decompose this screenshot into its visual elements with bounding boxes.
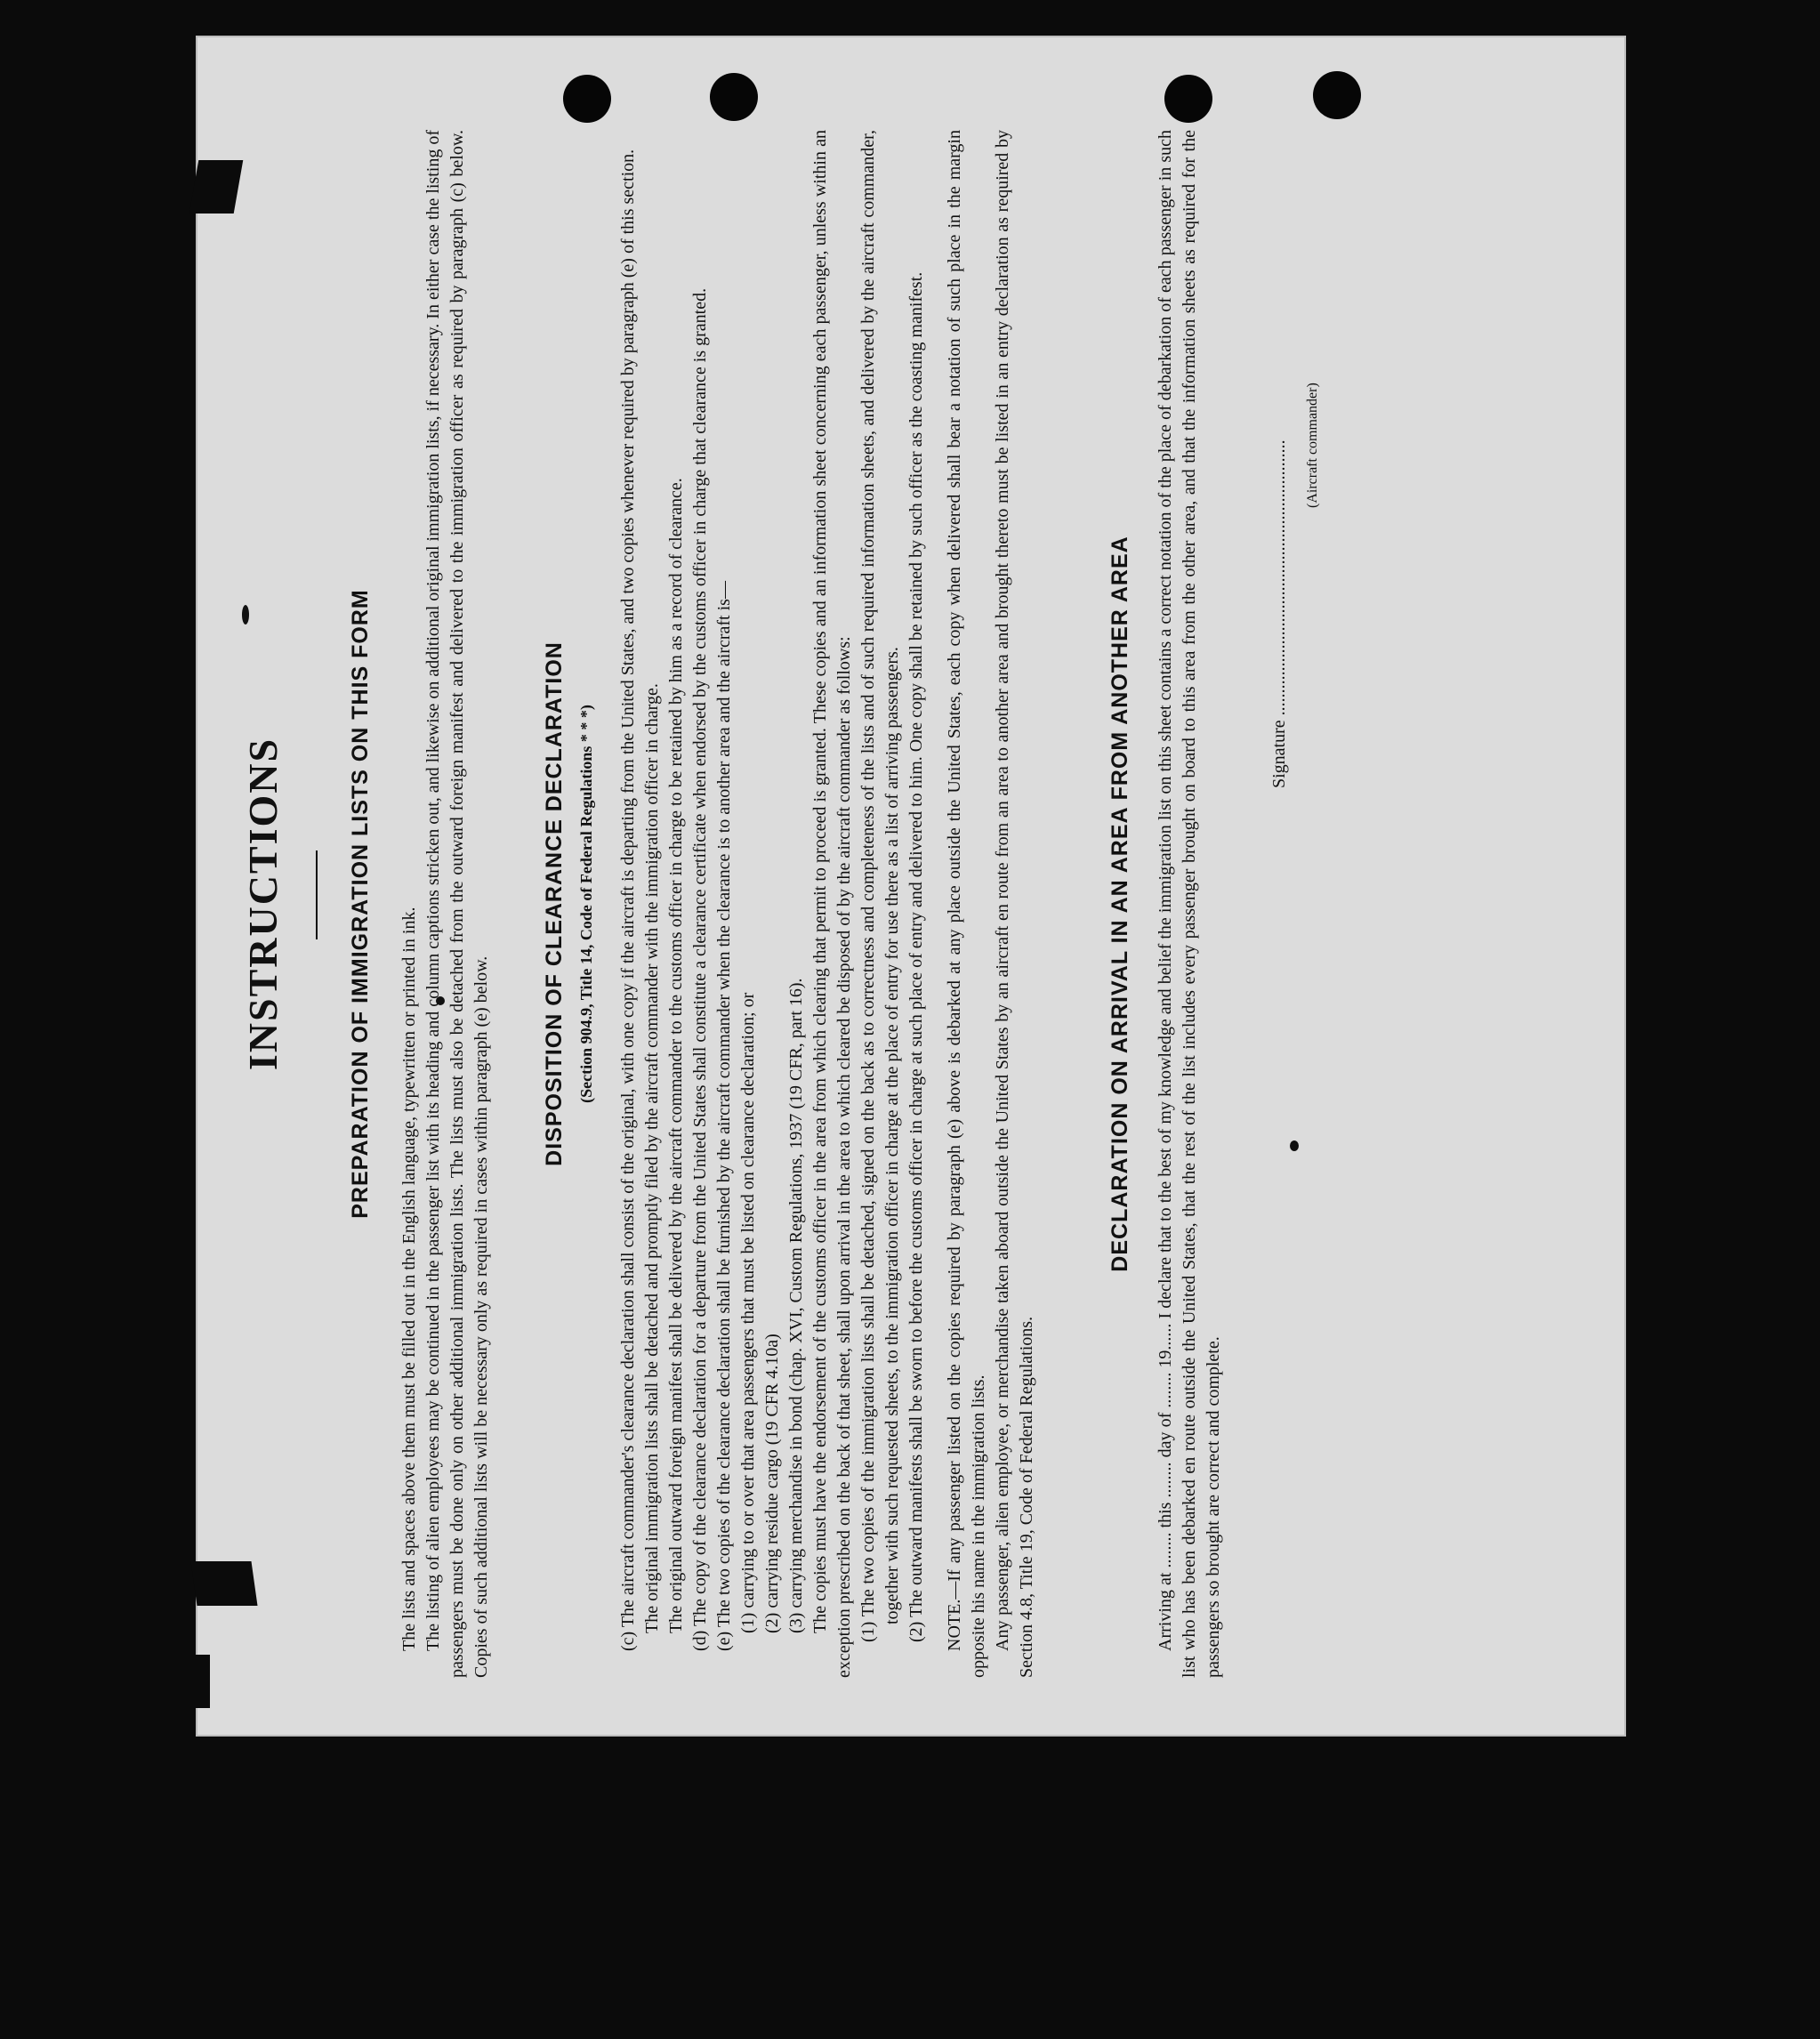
edge-tear [194, 1655, 210, 1708]
punch-hole [1164, 75, 1212, 123]
rotated-content [218, 130, 1401, 1678]
paragraph-e-3: (3) carrying merchandise in bond (chap. XVI, Custom Regulations, 1937 (19 CFR, part 16). [786, 978, 806, 1633]
page-title: INSTRUCTIONS [240, 737, 286, 1071]
preparation-text [398, 130, 494, 1678]
arrival-text [1154, 130, 1226, 1678]
clearance-subheading: (Section 904.9, Title 14, Code of Federal Regulations * * *) [577, 705, 595, 1103]
clearance-heading: DISPOSITION OF CLEARANCE DECLARATION [542, 641, 567, 1166]
note-paragraph: NOTE.—If any passenger listed on the copies required by paragraph (e) above is debarked at any place outside the United States, each copy when delivered shall bear a notation of such place in the margin opposite his name in the immigration lists. [945, 130, 988, 1678]
paragraph-f-1: (1) The two copies of the immigration lists shall be detached, signed on the back as to correctness and completeness of the lists and of such required information sheets, and delivered by the aircraft commander, together with such requested sheets, to the immigration officer in charge at the place of entry for use there as a list of arriving passengers. [858, 130, 902, 1642]
note-paragraph-2: Any passenger, alien employee, or merchandise taken aboard outside the United States by an aircraft en route from an area to another area and brought thereto must be listed in an entry declaration as required by Section 4.8, Title 19, Code of Federal Regulations. [993, 130, 1036, 1678]
paragraph-e-4: The copies must have the endorsement of the customs officer in the area from which clearing that permit to proceed is granted. These copies and an information sheet concerning each passenger, unless within an exception prescribed on the back of that sheet, shall upon arrival in the area to which cleared be disposed of by the aircraft commander as follows: [810, 130, 854, 1678]
preparation-heading: PREPARATION OF IMMIGRATION LISTS ON THIS FORM [348, 589, 373, 1219]
paragraph-f-2: (2) The outward manifests shall be sworn to before the customs officer in charge at such place of entry and delivered to him. One copy shall be retained by such officer as the coasting manifest. [906, 271, 926, 1642]
signature-line: Signature .............................................................. [1269, 439, 1289, 788]
arrival-heading: DECLARATION ON ARRIVAL IN AN AREA FROM ANOTHER AREA [1107, 536, 1132, 1272]
punch-hole [1313, 71, 1361, 119]
punch-hole [563, 75, 611, 123]
punch-hole [710, 73, 758, 121]
paragraph-c: (c) The aircraft commander's clearance declaration shall consist of the original, with one copy if the aircraft is departing from the United States, and two copies whenever required by paragraph (e) of this section. [618, 149, 638, 1651]
preparation-paragraph-2: The listing of alien employees may be continued in the passenger list with its heading and column captions stricken out, and likewise on additional original immigration lists, if necessary. In either case the listing of passengers must be done only on other additional immigration lists. The lists must also be detached from the outward foreign manifest and delivered to the immigration officer as required by paragraph (c) below. Copies of such additional lists will be necessary only as required in cases within paragraph (e) below. [423, 130, 491, 1678]
paragraph-c-3: The original outward foreign manifest shall be delivered by the aircraft commander to the customs officer in charge to be retained by him as a record of clearance. [666, 478, 686, 1633]
signature-caption: (Aircraft commander) [1305, 383, 1320, 508]
preparation-paragraph-1: The lists and spaces above them must be filled out in the English language, typewritten or printed in ink. [399, 907, 419, 1651]
paragraph-e-2: (2) carrying residue cargo (19 CFR 4.10a) [762, 1334, 782, 1633]
paragraph-d: (d) The copy of the clearance declaration for a departure from the United States shall constitute a clearance certificate when endorsed by the customs officer in charge that clearance is granted. [690, 287, 710, 1651]
clearance-text [616, 130, 1039, 1678]
paragraph-e: (e) The two copies of the clearance declaration shall be furnished by the aircraft commander when the clearance is to another area and the aircraft is— [714, 581, 734, 1651]
title-rule [316, 850, 318, 939]
paragraph-e-1: (1) carrying to or over that area passengers that must be listed on clearance declaration; or [738, 992, 758, 1633]
paragraph-c-2: The original immigration lists shall be detached and promptly filed by the aircraft commander with the immigration officer in charge. [642, 683, 662, 1633]
arrival-declaration: Arriving at ........ this ........ day of ........ 19...... I declare that to the best of my knowledge and belief the immigration list on this sheet contains a correct notation of the place of debarkation of each passenger in such list who has been debarked en route outside the United States, that the rest of the list includes every passenger brought on board to this area from the other area, and that the information sheets as required for the passengers so brought are correct and complete. [1156, 130, 1223, 1678]
